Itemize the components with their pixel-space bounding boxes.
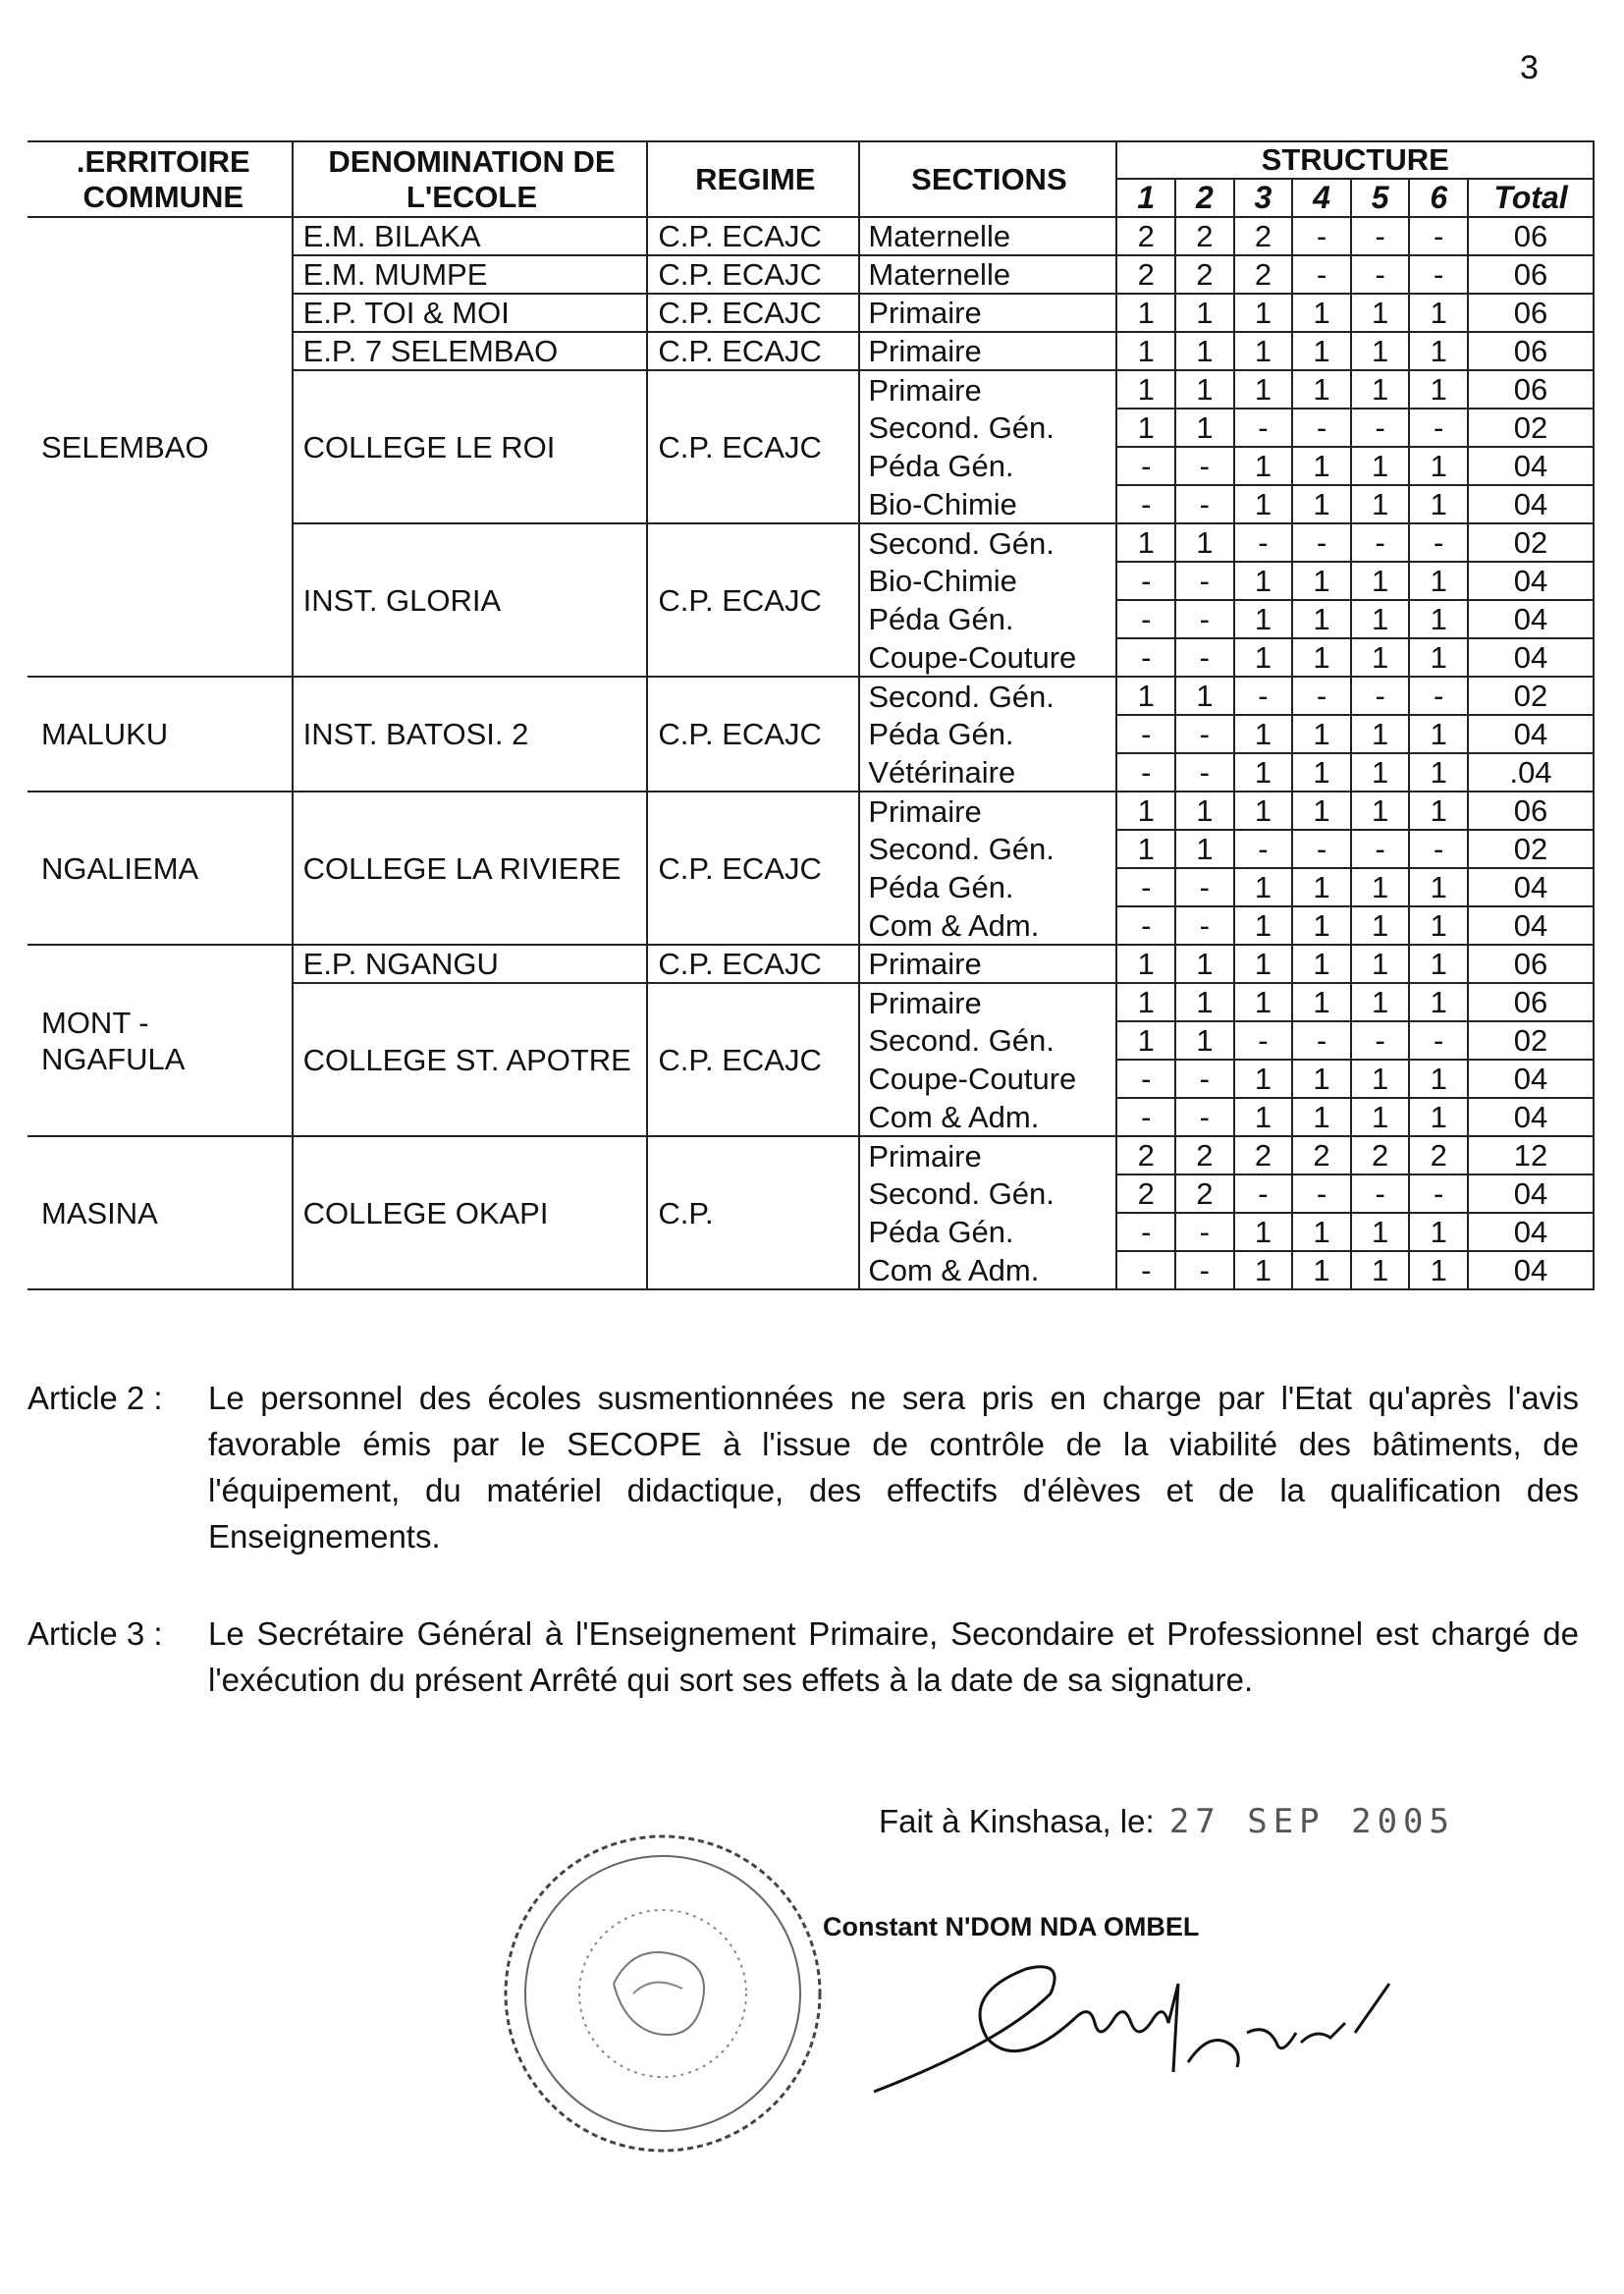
level-4-cell: 1	[1292, 868, 1351, 906]
level-1-cell: -	[1116, 715, 1175, 753]
section-cell: Primaire	[859, 945, 1116, 983]
header-level-1: 1	[1116, 179, 1175, 217]
table-row	[27, 677, 1594, 715]
level-1-cell: 1	[1116, 370, 1175, 409]
level-3-cell: -	[1234, 409, 1293, 447]
level-6-cell: 1	[1409, 753, 1468, 792]
total-cell: 04	[1468, 638, 1594, 677]
regime-cell: C.P. ECAJC	[647, 255, 859, 294]
level-4-cell: 1	[1292, 294, 1351, 332]
territoire-cell: SELEMBAO	[27, 217, 293, 677]
level-1-cell: -	[1116, 1213, 1175, 1251]
regime-cell: C.P. ECAJC	[647, 332, 859, 370]
handwritten-signature	[854, 1925, 1404, 2126]
level-3-cell: 1	[1234, 294, 1293, 332]
level-5-cell: -	[1351, 255, 1410, 294]
level-6-cell: 1	[1409, 562, 1468, 600]
school-name-cell: E.P. 7 SELEMBAO	[293, 332, 648, 370]
level-4-cell: 1	[1292, 600, 1351, 638]
level-2-cell: 1	[1175, 830, 1234, 868]
level-1-cell: -	[1116, 600, 1175, 638]
total-cell: 04	[1468, 1174, 1594, 1213]
table-row	[27, 1136, 1594, 1174]
level-2-cell: -	[1175, 906, 1234, 945]
level-4-cell: 1	[1292, 485, 1351, 523]
level-5-cell: -	[1351, 830, 1410, 868]
level-3-cell: 1	[1234, 945, 1293, 983]
level-2-cell: -	[1175, 1213, 1234, 1251]
header-denomination-line1: DENOMINATION DE	[328, 143, 616, 179]
section-cell: Primaire	[859, 294, 1116, 332]
level-1-cell: 1	[1116, 677, 1175, 715]
level-5-cell: -	[1351, 1021, 1410, 1060]
level-3-cell: 1	[1234, 868, 1293, 906]
level-2-cell: -	[1175, 868, 1234, 906]
header-level-2: 2	[1175, 179, 1234, 217]
level-1-cell: -	[1116, 906, 1175, 945]
total-cell: 04	[1468, 447, 1594, 485]
level-6-cell: 1	[1409, 1251, 1468, 1289]
level-2-cell: -	[1175, 1251, 1234, 1289]
level-4-cell: 1	[1292, 1098, 1351, 1136]
section-cell: Coupe-Couture	[859, 638, 1116, 677]
level-4-cell: 1	[1292, 1251, 1351, 1289]
total-cell: 02	[1468, 830, 1594, 868]
level-6-cell: -	[1409, 830, 1468, 868]
level-4-cell: 1	[1292, 983, 1351, 1021]
level-5-cell: 1	[1351, 447, 1410, 485]
level-5-cell: 1	[1351, 983, 1410, 1021]
level-2-cell: -	[1175, 600, 1234, 638]
school-name-cell: E.M. BILAKA	[293, 217, 648, 255]
section-cell: Primaire	[859, 332, 1116, 370]
total-cell: 04	[1468, 1098, 1594, 1136]
section-cell: Coupe-Couture	[859, 1060, 1116, 1098]
article-3	[27, 1611, 1579, 1703]
level-4-cell: 1	[1292, 792, 1351, 830]
section-cell: Second. Gén.	[859, 1174, 1116, 1213]
level-1-cell: -	[1116, 1060, 1175, 1098]
level-6-cell: 1	[1409, 792, 1468, 830]
level-3-cell: -	[1234, 523, 1293, 562]
section-cell: Vétérinaire	[859, 753, 1116, 792]
section-cell: Com & Adm.	[859, 1251, 1116, 1289]
place-date-line	[879, 1802, 1455, 1841]
date-stamp: 27 SEP 2005	[1168, 1802, 1455, 1841]
total-cell: 06	[1468, 983, 1594, 1021]
total-cell: 02	[1468, 1021, 1594, 1060]
regime-cell: C.P. ECAJC	[647, 792, 859, 945]
level-1-cell: 1	[1116, 294, 1175, 332]
school-name-cell: COLLEGE LA RIVIERE	[293, 792, 648, 945]
school-name-cell: COLLEGE OKAPI	[293, 1136, 648, 1289]
level-2-cell: 1	[1175, 294, 1234, 332]
level-1-cell: -	[1116, 447, 1175, 485]
level-4-cell: -	[1292, 1021, 1351, 1060]
header-sections: SECTIONS	[859, 141, 1116, 217]
level-6-cell: 1	[1409, 1213, 1468, 1251]
section-cell: Primaire	[859, 1136, 1116, 1174]
regime-cell: C.P. ECAJC	[647, 523, 859, 677]
section-cell: Péda Gén.	[859, 600, 1116, 638]
level-5-cell: 1	[1351, 1060, 1410, 1098]
level-5-cell: 2	[1351, 1136, 1410, 1174]
level-6-cell: -	[1409, 677, 1468, 715]
level-6-cell: 1	[1409, 447, 1468, 485]
level-2-cell: 1	[1175, 370, 1234, 409]
level-2-cell: 1	[1175, 792, 1234, 830]
level-3-cell: 1	[1234, 332, 1293, 370]
territoire-cell: MALUKU	[27, 677, 293, 792]
table-row	[27, 792, 1594, 830]
school-name-cell: COLLEGE LE ROI	[293, 370, 648, 523]
section-cell: Péda Gén.	[859, 868, 1116, 906]
header-denomination-line2: L'ECOLE	[406, 179, 538, 214]
level-3-cell: 1	[1234, 447, 1293, 485]
level-3-cell: 1	[1234, 638, 1293, 677]
total-cell: 04	[1468, 868, 1594, 906]
level-1-cell: -	[1116, 562, 1175, 600]
article-2	[27, 1375, 1579, 1559]
article-3-text: Le Secrétaire Général à l'Enseignement Primaire, Secondaire et Professionnel est chargé de l'exécution du présent Arrêté qui sort ses effets à la date de sa signature.	[208, 1615, 1579, 1698]
level-2-cell: 2	[1175, 1174, 1234, 1213]
article-2-text: Le personnel des écoles susmentionnées ne sera pris en charge par l'Etat qu'après l'avis favorable émis par le SECOPE à l'issue de contrôle de la viabilité des bâtiments, de l'équipement, du matériel didactique, des effectifs d'élèves et de la qualification des Enseignements.	[208, 1380, 1579, 1555]
level-1-cell: 1	[1116, 1021, 1175, 1060]
level-1-cell: 2	[1116, 255, 1175, 294]
article-2-label: Article 2 :	[27, 1380, 163, 1416]
level-1-cell: 1	[1116, 523, 1175, 562]
level-4-cell: 1	[1292, 370, 1351, 409]
section-cell: Péda Gén.	[859, 1213, 1116, 1251]
level-6-cell: -	[1409, 255, 1468, 294]
total-cell: 06	[1468, 217, 1594, 255]
level-3-cell: 1	[1234, 1060, 1293, 1098]
level-6-cell: -	[1409, 409, 1468, 447]
level-1-cell: 1	[1116, 409, 1175, 447]
level-3-cell: 1	[1234, 983, 1293, 1021]
section-cell: Maternelle	[859, 255, 1116, 294]
level-4-cell: 1	[1292, 906, 1351, 945]
level-6-cell: 1	[1409, 638, 1468, 677]
level-5-cell: 1	[1351, 792, 1410, 830]
header-structure: STRUCTURE	[1116, 141, 1594, 179]
level-6-cell: -	[1409, 523, 1468, 562]
level-3-cell: 1	[1234, 562, 1293, 600]
level-5-cell: 1	[1351, 753, 1410, 792]
section-cell: Maternelle	[859, 217, 1116, 255]
section-cell: Second. Gén.	[859, 409, 1116, 447]
level-6-cell: 1	[1409, 1060, 1468, 1098]
territoire-cell: MONT - NGAFULA	[27, 945, 293, 1136]
level-2-cell: -	[1175, 1098, 1234, 1136]
level-5-cell: 1	[1351, 945, 1410, 983]
section-cell: Primaire	[859, 370, 1116, 409]
level-1-cell: 1	[1116, 792, 1175, 830]
level-6-cell: -	[1409, 1174, 1468, 1213]
level-6-cell: 1	[1409, 332, 1468, 370]
level-2-cell: -	[1175, 753, 1234, 792]
level-6-cell: 1	[1409, 485, 1468, 523]
header-level-6: 6	[1409, 179, 1468, 217]
level-3-cell: -	[1234, 1021, 1293, 1060]
level-6-cell: 1	[1409, 945, 1468, 983]
level-6-cell: 1	[1409, 983, 1468, 1021]
level-4-cell: 1	[1292, 753, 1351, 792]
level-3-cell: -	[1234, 677, 1293, 715]
level-1-cell: -	[1116, 485, 1175, 523]
regime-cell: C.P. ECAJC	[647, 294, 859, 332]
total-cell: 06	[1468, 370, 1594, 409]
level-6-cell: -	[1409, 1021, 1468, 1060]
level-5-cell: 1	[1351, 1098, 1410, 1136]
regime-cell: C.P. ECAJC	[647, 677, 859, 792]
signatory-name: Constant N'DOM NDA OMBEL	[823, 1912, 1200, 1941]
section-cell: Péda Gén.	[859, 447, 1116, 485]
level-3-cell: 1	[1234, 1251, 1293, 1289]
level-3-cell: 2	[1234, 1136, 1293, 1174]
level-6-cell: 1	[1409, 370, 1468, 409]
level-2-cell: 1	[1175, 945, 1234, 983]
header-total: Total	[1468, 179, 1594, 217]
total-cell: 04	[1468, 1060, 1594, 1098]
regime-cell: C.P. ECAJC	[647, 945, 859, 983]
section-cell: Com & Adm.	[859, 1098, 1116, 1136]
level-2-cell: 2	[1175, 1136, 1234, 1174]
total-cell: 04	[1468, 1251, 1594, 1289]
level-5-cell: 1	[1351, 332, 1410, 370]
level-1-cell: 2	[1116, 1136, 1175, 1174]
level-5-cell: 1	[1351, 906, 1410, 945]
section-cell: Second. Gén.	[859, 523, 1116, 562]
official-seal	[486, 1817, 839, 2175]
territoire-cell: MASINA	[27, 1136, 293, 1289]
total-cell: 06	[1468, 945, 1594, 983]
level-4-cell: 1	[1292, 715, 1351, 753]
total-cell: 04	[1468, 562, 1594, 600]
level-2-cell: -	[1175, 485, 1234, 523]
level-5-cell: 1	[1351, 1213, 1410, 1251]
level-5-cell: 1	[1351, 600, 1410, 638]
regime-cell: C.P. ECAJC	[647, 983, 859, 1136]
header-territoire-line1: .ERRITOIRE	[76, 143, 250, 179]
level-3-cell: 1	[1234, 792, 1293, 830]
level-2-cell: -	[1175, 1060, 1234, 1098]
table-row	[27, 217, 1594, 255]
level-3-cell: -	[1234, 1174, 1293, 1213]
level-2-cell: 2	[1175, 255, 1234, 294]
level-5-cell: 1	[1351, 1251, 1410, 1289]
regime-cell: C.P.	[647, 1136, 859, 1289]
section-cell: Primaire	[859, 983, 1116, 1021]
level-2-cell: -	[1175, 638, 1234, 677]
level-4-cell: -	[1292, 523, 1351, 562]
level-6-cell: 1	[1409, 600, 1468, 638]
level-1-cell: 1	[1116, 983, 1175, 1021]
level-4-cell: 1	[1292, 332, 1351, 370]
header-regime: REGIME	[647, 141, 859, 217]
level-6-cell: 1	[1409, 1098, 1468, 1136]
school-name-cell: E.P. TOI & MOI	[293, 294, 648, 332]
level-3-cell: 1	[1234, 715, 1293, 753]
level-1-cell: 1	[1116, 830, 1175, 868]
total-cell: 04	[1468, 1213, 1594, 1251]
page-number: 3	[1520, 49, 1539, 86]
total-cell: 04	[1468, 485, 1594, 523]
table-row	[27, 945, 1594, 983]
level-4-cell: -	[1292, 677, 1351, 715]
level-5-cell: -	[1351, 409, 1410, 447]
level-6-cell: 1	[1409, 868, 1468, 906]
level-4-cell: -	[1292, 1174, 1351, 1213]
level-5-cell: 1	[1351, 562, 1410, 600]
level-6-cell: -	[1409, 217, 1468, 255]
total-cell: 02	[1468, 677, 1594, 715]
level-3-cell: -	[1234, 830, 1293, 868]
level-6-cell: 1	[1409, 906, 1468, 945]
level-4-cell: -	[1292, 255, 1351, 294]
total-cell: 12	[1468, 1136, 1594, 1174]
level-2-cell: 1	[1175, 523, 1234, 562]
section-cell: Second. Gén.	[859, 677, 1116, 715]
total-cell: 04	[1468, 906, 1594, 945]
level-1-cell: 1	[1116, 945, 1175, 983]
header-denomination	[293, 141, 648, 217]
header-territoire-line2: COMMUNE	[82, 179, 244, 214]
level-4-cell: 1	[1292, 447, 1351, 485]
total-cell: 06	[1468, 294, 1594, 332]
level-1-cell: 2	[1116, 1174, 1175, 1213]
header-territoire	[27, 141, 293, 217]
section-cell: Com & Adm.	[859, 906, 1116, 945]
level-6-cell: 1	[1409, 715, 1468, 753]
level-2-cell: 1	[1175, 409, 1234, 447]
level-3-cell: 1	[1234, 1098, 1293, 1136]
level-6-cell: 1	[1409, 294, 1468, 332]
regime-cell: C.P. ECAJC	[647, 217, 859, 255]
section-cell: Second. Gén.	[859, 830, 1116, 868]
school-name-cell: COLLEGE ST. APOTRE	[293, 983, 648, 1136]
section-cell: Primaire	[859, 792, 1116, 830]
section-cell: Péda Gén.	[859, 715, 1116, 753]
level-4-cell: -	[1292, 409, 1351, 447]
schools-table	[27, 140, 1595, 1290]
header-level-5: 5	[1351, 179, 1410, 217]
level-3-cell: 2	[1234, 255, 1293, 294]
level-5-cell: 1	[1351, 370, 1410, 409]
level-4-cell: 1	[1292, 1060, 1351, 1098]
level-5-cell: 1	[1351, 485, 1410, 523]
total-cell: 04	[1468, 715, 1594, 753]
level-3-cell: 1	[1234, 753, 1293, 792]
level-3-cell: 1	[1234, 1213, 1293, 1251]
level-4-cell: 2	[1292, 1136, 1351, 1174]
level-3-cell: 1	[1234, 906, 1293, 945]
level-5-cell: 1	[1351, 715, 1410, 753]
level-5-cell: -	[1351, 217, 1410, 255]
total-cell: 04	[1468, 600, 1594, 638]
level-1-cell: 1	[1116, 332, 1175, 370]
level-1-cell: 2	[1116, 217, 1175, 255]
place-label: Fait à Kinshasa, le:	[879, 1803, 1155, 1839]
level-2-cell: 2	[1175, 217, 1234, 255]
total-cell: 02	[1468, 523, 1594, 562]
total-cell: 02	[1468, 409, 1594, 447]
school-name-cell: INST. BATOSI. 2	[293, 677, 648, 792]
level-2-cell: -	[1175, 715, 1234, 753]
level-4-cell: 1	[1292, 638, 1351, 677]
level-6-cell: 2	[1409, 1136, 1468, 1174]
level-2-cell: -	[1175, 447, 1234, 485]
level-1-cell: -	[1116, 753, 1175, 792]
level-5-cell: 1	[1351, 638, 1410, 677]
level-1-cell: -	[1116, 1098, 1175, 1136]
article-3-label: Article 3 :	[27, 1615, 163, 1652]
level-4-cell: 1	[1292, 945, 1351, 983]
school-name-cell: INST. GLORIA	[293, 523, 648, 677]
level-4-cell: -	[1292, 830, 1351, 868]
level-2-cell: 1	[1175, 677, 1234, 715]
level-1-cell: -	[1116, 1251, 1175, 1289]
level-2-cell: -	[1175, 562, 1234, 600]
section-cell: Bio-Chimie	[859, 562, 1116, 600]
header-level-3: 3	[1234, 179, 1293, 217]
school-name-cell: E.P. NGANGU	[293, 945, 648, 983]
level-2-cell: 1	[1175, 332, 1234, 370]
level-5-cell: -	[1351, 523, 1410, 562]
level-3-cell: 1	[1234, 485, 1293, 523]
level-5-cell: 1	[1351, 294, 1410, 332]
total-cell: .04	[1468, 753, 1594, 792]
level-4-cell: -	[1292, 217, 1351, 255]
header-level-4: 4	[1292, 179, 1351, 217]
level-3-cell: 1	[1234, 370, 1293, 409]
level-5-cell: -	[1351, 1174, 1410, 1213]
section-cell: Bio-Chimie	[859, 485, 1116, 523]
level-1-cell: -	[1116, 638, 1175, 677]
level-5-cell: 1	[1351, 868, 1410, 906]
school-name-cell: E.M. MUMPE	[293, 255, 648, 294]
total-cell: 06	[1468, 332, 1594, 370]
section-cell: Second. Gén.	[859, 1021, 1116, 1060]
level-1-cell: -	[1116, 868, 1175, 906]
level-2-cell: 1	[1175, 983, 1234, 1021]
regime-cell: C.P. ECAJC	[647, 370, 859, 523]
level-3-cell: 2	[1234, 217, 1293, 255]
territoire-cell: NGALIEMA	[27, 792, 293, 945]
level-3-cell: 1	[1234, 600, 1293, 638]
level-4-cell: 1	[1292, 562, 1351, 600]
total-cell: 06	[1468, 792, 1594, 830]
level-2-cell: 1	[1175, 1021, 1234, 1060]
level-4-cell: 1	[1292, 1213, 1351, 1251]
total-cell: 06	[1468, 255, 1594, 294]
level-5-cell: -	[1351, 677, 1410, 715]
